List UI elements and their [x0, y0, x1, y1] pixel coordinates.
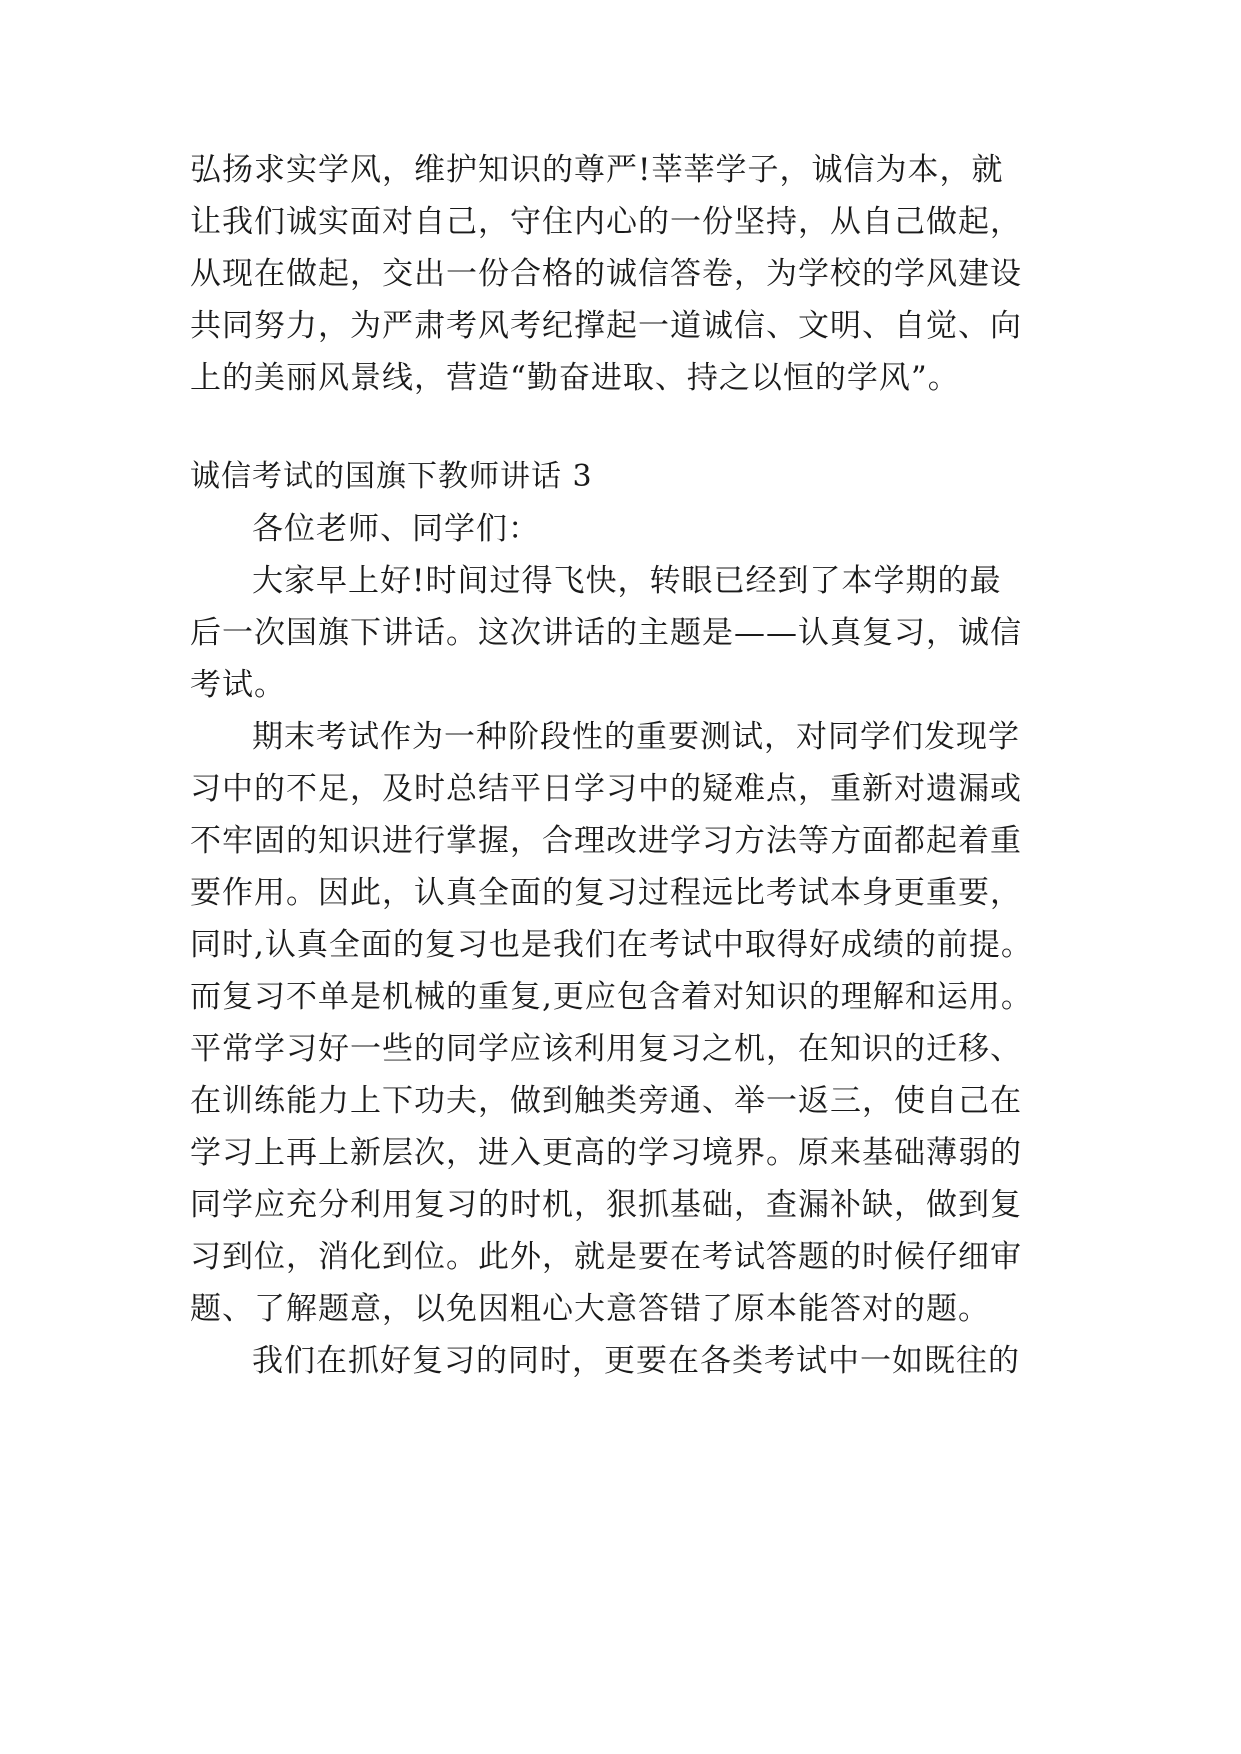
paragraph-line: 共同努力，为严肃考风考纪撑起一道诚信、文明、自觉、向 — [190, 308, 1022, 344]
paragraph-line: 同学应充分利用复习的时机，狠抓基础，查漏补缺，做到复 — [190, 1187, 1022, 1223]
paragraph-line: 上的美丽风景线，营造“勤奋进取、持之以恒的学风”。 — [190, 360, 960, 396]
paragraph-line: 从现在做起，交出一份合格的诚信答卷，为学校的学风建设 — [190, 256, 1022, 292]
paragraph-line: 习到位，消化到位。此外，就是要在考试答题的时候仔细审 — [190, 1239, 1022, 1275]
paragraph-line: 题、了解题意，以免因粗心大意答错了原本能答对的题。 — [190, 1291, 990, 1327]
section-title: 诚信考试的国旗下教师讲话 3 — [190, 459, 593, 494]
paragraph-line: 平常学习好一些的同学应该利用复习之机，在知识的迁移、 — [190, 1031, 1022, 1067]
paragraph-line: 不牢固的知识进行掌握，合理改进学习方法等方面都起着重 — [190, 823, 1022, 859]
paragraph-line: 学习上再上新层次，进入更高的学习境界。原来基础薄弱的 — [190, 1135, 1022, 1171]
paragraph-line: 弘扬求实学风，维护知识的尊严!莘莘学子，诚信为本，就 — [190, 152, 1004, 188]
paragraph-line: 我们在抓好复习的同时，更要在各类考试中一如既往的 — [252, 1343, 1020, 1379]
paragraph-line: 考试。 — [190, 667, 286, 703]
paragraph-line: 在训练能力上下功夫，做到触类旁通、举一返三，使自己在 — [190, 1083, 1022, 1119]
paragraph-line: 后一次国旗下讲话。这次讲话的主题是——认真复习，诚信 — [190, 615, 1022, 651]
paragraph-line: 要作用。因此，认真全面的复习过程远比考试本身更重要， — [190, 875, 1022, 911]
greeting: 各位老师、同学们： — [252, 511, 540, 547]
paragraph-line: 让我们诚实面对自己，守住内心的一份坚持，从自己做起， — [190, 204, 1022, 240]
paragraph-line: 习中的不足，及时总结平日学习中的疑难点，重新对遗漏或 — [190, 771, 1022, 807]
paragraph-line: 同时,认真全面的复习也是我们在考试中取得好成绩的前提。 — [190, 927, 1033, 963]
paragraph-line: 大家早上好!时间过得飞快，转眼已经到了本学期的最 — [252, 563, 1002, 599]
paragraph-line: 而复习不单是机械的重复,更应包含着对知识的理解和运用。 — [190, 979, 1033, 1015]
paragraph-line: 期末考试作为一种阶段性的重要测试，对同学们发现学 — [252, 719, 1020, 755]
